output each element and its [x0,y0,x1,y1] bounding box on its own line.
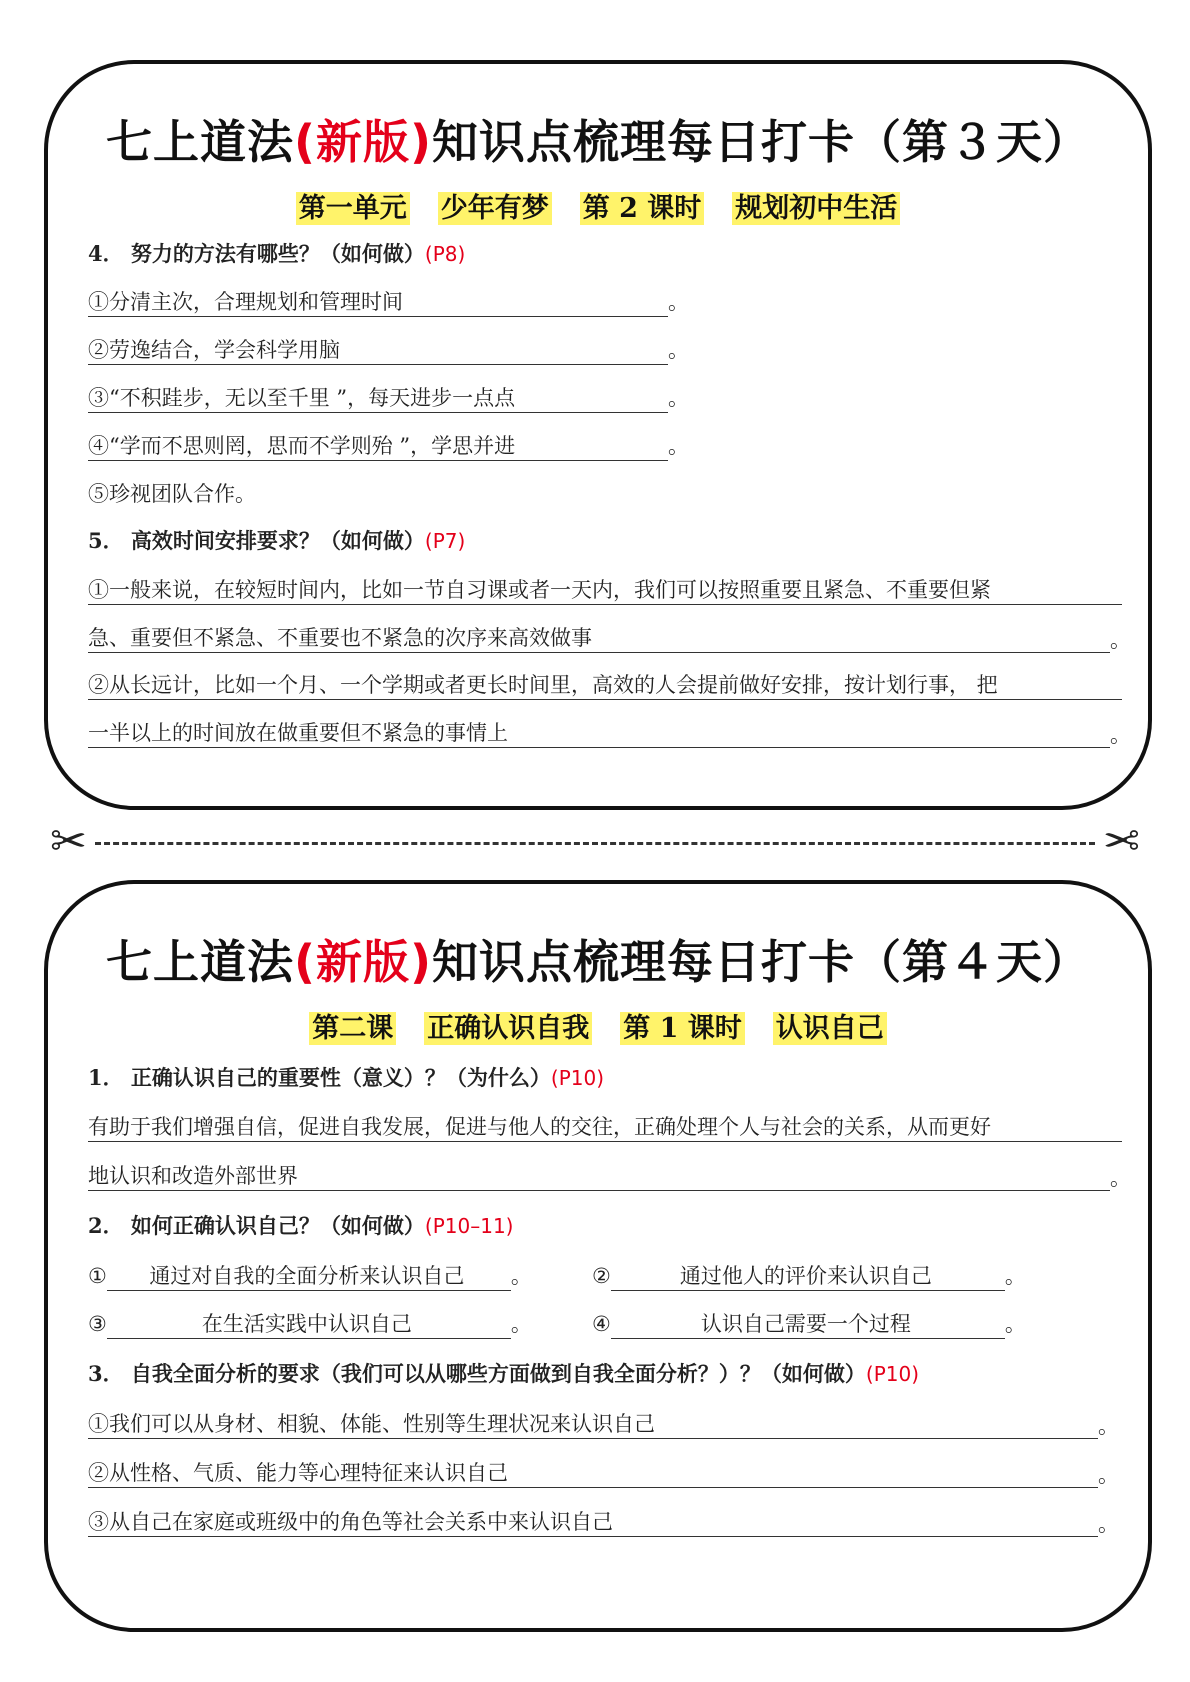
question-2 [88,1212,514,1240]
answer-text: ②从长远计，比如一个月、一个学期或者更长时间里，高效的人会提前做好安排，按计划行事， 把 [88,671,1122,700]
answer-line [88,1310,532,1339]
period: 。 [668,290,689,314]
item-number: ② [592,1264,611,1288]
subtitle-lesson-topic: 认识自己 [773,1012,887,1045]
title-part: 七上道法 [105,935,294,989]
period: 。 [668,338,689,362]
answer-text: ②劳逸结合，学会科学用脑 [88,336,668,365]
answer-text: 有助于我们增强自信，促进自我发展，促进与他人的交往，正确处理个人与社会的关系，从而更好 [88,1113,1122,1142]
answer-text: 急、重要但不紧急、不重要也不紧急的次序来高效做事 [88,624,1110,653]
answer-text: ①我们可以从身材、相貌、体能、性别等生理状况来认识自己 [88,1410,1098,1439]
subtitle-lesson: 第 1 课时 [620,1012,745,1045]
answer-line [592,1310,1026,1339]
subtitle-lesson-topic: 规划初中生活 [732,192,900,225]
answer-line [88,480,256,508]
question-text: 5． 高效时间安排要求？（如何做） [88,528,425,553]
item-number: ① [88,1264,107,1288]
answer-text: 认识自己需要一个过程 [611,1310,1005,1339]
unit-subtitle [48,186,1148,225]
page-ref: (P10) [865,1362,920,1386]
item-number: ③ [88,1312,107,1336]
period: 。 [1110,723,1131,747]
subtitle-lesson: 第 2 课时 [580,192,705,225]
answer-line [88,1262,532,1291]
question-text: 4． 努力的方法有哪些？（如何做） [88,241,425,266]
period: 。 [1098,1414,1119,1438]
period: 。 [668,434,689,458]
answer-text: ⑤珍视团队合作。 [88,482,256,506]
title-part: 七上道法 [105,115,294,169]
page-title [48,926,1148,992]
answer-text: 通过对自我的全面分析来认识自己 [107,1262,511,1291]
answer-text: ③从自己在家庭或班级中的角色等社会关系中来认识自己 [88,1508,1098,1537]
page-title [48,106,1148,172]
question-4 [88,240,465,268]
period: 。 [1098,1512,1119,1536]
period: 。 [510,1264,532,1288]
subtitle-unit: 第二课 [309,1012,396,1045]
period: 。 [1004,1264,1026,1288]
period: 。 [1004,1312,1026,1336]
answer-text: ②从性格、气质、能力等心理特征来认识自己 [88,1459,1098,1488]
answer-line [88,432,689,461]
answer-line [88,336,689,365]
page-ref: (P8) [424,242,466,266]
answer-text: 在生活实践中认识自己 [107,1310,511,1339]
question-5 [88,527,465,555]
period: 。 [1110,1166,1131,1190]
answer-text: 通过他人的评价来认识自己 [611,1262,1005,1291]
period: 。 [1110,628,1131,652]
period: 。 [1098,1463,1119,1487]
question-text: 3． 自我全面分析的要求（我们可以从哪些方面做到自我全面分析？）？（如何做） [88,1361,866,1386]
answer-line [592,1262,1026,1291]
period: 。 [668,386,689,410]
title-highlight: (新版) [293,115,433,169]
unit-subtitle [48,1006,1148,1045]
question-text: 2． 如何正确认识自己？（如何做） [88,1213,425,1238]
answer-text: ①分清主次，合理规划和管理时间 [88,288,668,317]
answer-text: 地认识和改造外部世界 [88,1162,1110,1191]
title-highlight: (新版) [293,935,433,989]
page-ref: (P10–11) [424,1214,514,1238]
subtitle-topic: 少年有梦 [438,192,552,225]
page-ref: (P10) [550,1066,605,1090]
subtitle-unit: 第一单元 [296,192,410,225]
item-number: ④ [592,1312,611,1336]
question-1 [88,1064,604,1092]
answer-text: ③“不积跬步，无以至千里 ”，每天进步一点点 [88,384,668,413]
answer-line [88,384,689,413]
period: 。 [510,1312,532,1336]
answer-line [88,288,689,317]
question-text: 1． 正确认识自己的重要性（意义）？（为什么） [88,1065,551,1090]
cut-line [95,842,1095,845]
answer-text: ①一般来说，在较短时间内，比如一节自习课或者一天内，我们可以按照重要且紧急、不重要但紧 [88,576,1122,605]
answer-text: ④“学而不思则罔，思而不学则殆 ”，学思并进 [88,432,668,461]
scissors-icon: ✂ [50,816,87,867]
title-part: 知识点梳理每日打卡（第３天） [432,115,1091,169]
scissors-icon: ✂ [1103,816,1140,867]
title-part: 知识点梳理每日打卡（第４天） [432,935,1091,989]
page-ref: (P7) [424,529,466,553]
answer-text: 一半以上的时间放在做重要但不紧急的事情上 [88,719,1110,748]
question-3 [88,1360,919,1388]
subtitle-topic: 正确认识自我 [424,1012,592,1045]
